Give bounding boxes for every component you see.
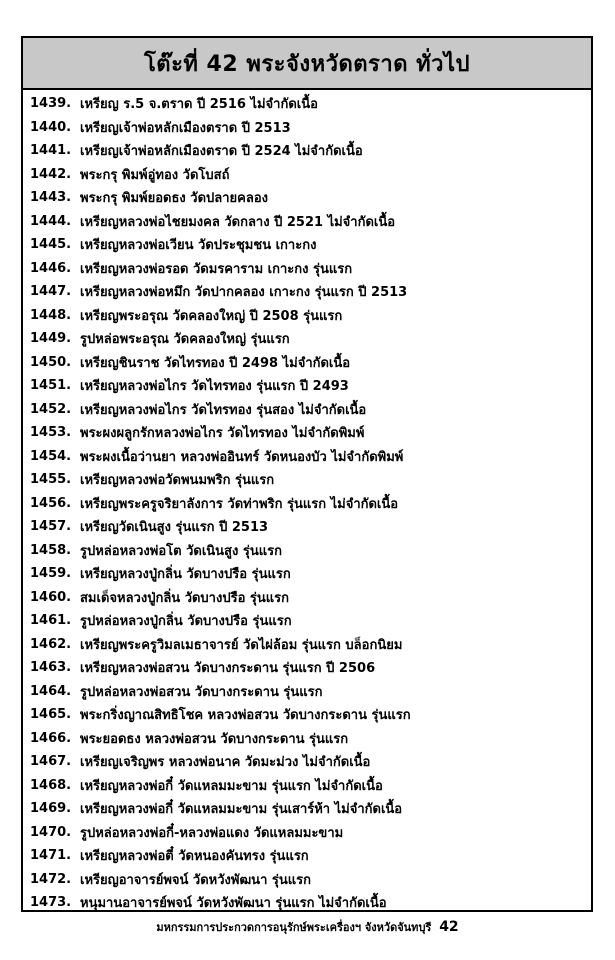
entry-text: เหรียญหลวงพ่อกี๋ วัดแหลมมะขาม รุ่นแรก ไม่จำกัดเนื้อ xyxy=(80,778,383,794)
list-item xyxy=(23,116,591,140)
entry-number: 1465. xyxy=(30,707,72,723)
list-item xyxy=(23,797,591,821)
entry-number: 1458. xyxy=(30,542,72,558)
list-item xyxy=(23,186,591,210)
entry-number: 1439. xyxy=(30,96,72,112)
list-item xyxy=(23,421,591,445)
entry-text: เหรียญหลวงพ่อไชยมงคล วัดกลาง ปี 2521 ไม่จำกัดเนื้อ xyxy=(80,214,396,230)
list-item xyxy=(23,586,591,610)
list-item xyxy=(23,468,591,492)
entry-text: เหรียญหลวงพ่อหมึก วัดปากคลอง เกาะกง รุ่นแรก ปี 2513 xyxy=(80,285,408,301)
list-item xyxy=(23,821,591,845)
list-item xyxy=(23,703,591,727)
entry-number: 1468. xyxy=(30,777,72,793)
list-item xyxy=(23,210,591,234)
entry-list xyxy=(23,90,591,915)
list-item xyxy=(23,727,591,751)
entry-text: เหรียญเจ้าพ่อหลักเมืองตราด ปี 2513 xyxy=(80,120,291,136)
entry-number: 1442. xyxy=(30,166,72,182)
entry-number: 1454. xyxy=(30,448,72,464)
entry-text: เหรียญพระอรุณ วัดคลองใหญ่ ปี 2508 รุ่นแรก xyxy=(80,308,343,324)
entry-text: รูปหล่อหลวงพ่อสวน วัดบางกระดาน รุ่นแรก xyxy=(80,684,323,700)
list-item xyxy=(23,233,591,257)
list-item xyxy=(23,280,591,304)
list-item xyxy=(23,562,591,586)
entry-text: เหรียญชินราช วัดไทรทอง ปี 2498 ไม่จำกัดเนื้อ xyxy=(80,355,351,371)
entry-text: พระกริ่งญาณสิทธิโชค หลวงพ่อสวน วัดบางกระดาน รุ่นแรก xyxy=(80,708,411,724)
list-item xyxy=(23,374,591,398)
list-item xyxy=(23,304,591,328)
entry-number: 1467. xyxy=(30,754,72,770)
entry-text: รูปหล่อหลวงปู่กลิ่น วัดบางปรือ รุ่นแรก xyxy=(80,614,292,630)
entry-text: พระกรุ พิมพ์อู่ทอง วัดโบสถ์ xyxy=(80,167,230,183)
entry-text: เหรียญเจริญพร หลวงพ่อนาค วัดมะม่วง ไม่จำกัดเนื้อ xyxy=(80,755,371,771)
entry-text: รูปหล่อหลวงพ่อโต วัดเนินสูง รุ่นแรก xyxy=(80,543,282,559)
entry-text: เหรียญหลวงปู่กลิ่น วัดบางปรือ รุ่นแรก xyxy=(80,567,291,583)
entry-number: 1472. xyxy=(30,871,72,887)
entry-number: 1459. xyxy=(30,566,72,582)
entry-number: 1446. xyxy=(30,260,72,276)
entry-number: 1457. xyxy=(30,519,72,535)
entry-text: พระผงเนื้อว่านยา หลวงพ่ออินทร์ วัดหนองบัว ไม่จำกัดพิมพ์ xyxy=(80,449,404,465)
footer-text: มหกรรมการประกวดการอนุรักษ์พระเครื่องฯ จังหวัดจันทบุรี xyxy=(156,921,432,934)
entry-text: เหรียญหลวงพ่อเวียน วัดประชุมชน เกาะกง xyxy=(80,238,317,254)
catalog-page-frame xyxy=(21,36,593,912)
entry-text: เหรียญหลวงพ่อวัดพนมพริก รุ่นแรก xyxy=(80,473,275,489)
entry-number: 1452. xyxy=(30,401,72,417)
list-item xyxy=(23,609,591,633)
list-item xyxy=(23,257,591,281)
entry-number: 1455. xyxy=(30,472,72,488)
list-item xyxy=(23,139,591,163)
entry-text: หนุมานอาจารย์พจน์ วัดหวังพัฒนา รุ่นแรก ไม่จำกัดเนื้อ xyxy=(80,896,387,912)
entry-number: 1450. xyxy=(30,354,72,370)
list-item xyxy=(23,750,591,774)
entry-number: 1441. xyxy=(30,143,72,159)
list-item xyxy=(23,515,591,539)
list-item xyxy=(23,539,591,563)
entry-number: 1444. xyxy=(30,213,72,229)
list-item xyxy=(23,680,591,704)
entry-number: 1456. xyxy=(30,495,72,511)
page-footer xyxy=(0,918,615,936)
entry-number: 1463. xyxy=(30,660,72,676)
entry-text: เหรียญเจ้าพ่อหลักเมืองตราด ปี 2524 ไม่จำกัดเนื้อ xyxy=(80,144,363,160)
entry-text: รูปหล่อหลวงพ่อกี๋-หลวงพ่อแดง วัดแหลมมะขาม xyxy=(80,825,344,841)
entry-number: 1453. xyxy=(30,425,72,441)
list-item xyxy=(23,868,591,892)
title-bar xyxy=(23,38,591,90)
page-title: โต๊ะที่ 42 พระจังหวัดตราด ทั่วไป xyxy=(143,51,471,77)
list-item xyxy=(23,398,591,422)
entry-number: 1469. xyxy=(30,801,72,817)
entry-text: เหรียญหลวงพ่อสวน วัดบางกระดาน รุ่นแรก ปี 2506 xyxy=(80,661,376,677)
entry-text: สมเด็จหลวงปู่กลิ่น วัดบางปรือ รุ่นแรก xyxy=(80,590,290,606)
entry-text: พระกรุ พิมพ์ยอดธง วัดปลายคลอง xyxy=(80,191,268,207)
list-item xyxy=(23,351,591,375)
list-item xyxy=(23,163,591,187)
list-item xyxy=(23,774,591,798)
entry-text: เหรียญหลวงพ่อไกร วัดไทรทอง รุ่นสอง ไม่จำกัดเนื้อ xyxy=(80,402,367,418)
entry-number: 1462. xyxy=(30,636,72,652)
entry-number: 1448. xyxy=(30,307,72,323)
list-item xyxy=(23,656,591,680)
entry-number: 1440. xyxy=(30,119,72,135)
entry-number: 1447. xyxy=(30,284,72,300)
entry-text: รูปหล่อพระอรุณ วัดคลองใหญ่ รุ่นแรก xyxy=(80,332,290,348)
entry-number: 1461. xyxy=(30,613,72,629)
list-item xyxy=(23,633,591,657)
entry-number: 1470. xyxy=(30,824,72,840)
page-number: 42 xyxy=(439,919,459,935)
entry-number: 1449. xyxy=(30,331,72,347)
list-item xyxy=(23,844,591,868)
list-item xyxy=(23,92,591,116)
entry-number: 1445. xyxy=(30,237,72,253)
entry-text: เหรียญอาจารย์พจน์ วัดหวังพัฒนา รุ่นแรก xyxy=(80,872,311,888)
entry-number: 1473. xyxy=(30,895,72,911)
list-item xyxy=(23,327,591,351)
entry-number: 1464. xyxy=(30,683,72,699)
entry-text: เหรียญพระครูจริยาลังการ วัดท่าพริก รุ่นแรก ไม่จำกัดเนื้อ xyxy=(80,496,399,512)
entry-number: 1443. xyxy=(30,190,72,206)
entry-text: เหรียญพระครูวิมลเมธาจารย์ วัดไผ่ล้อม รุ่นแรก บล็อกนิยม xyxy=(80,637,403,653)
entry-text: เหรียญหลวงพ่อไกร วัดไทรทอง รุ่นแรก ปี 2493 xyxy=(80,379,349,395)
entry-text: เหรียญหลวงพ่อรอด วัดมรคาราม เกาะกง รุ่นแรก xyxy=(80,261,353,277)
entry-text: เหรียญ ร.5 จ.ตราด ปี 2516 ไม่จำกัดเนื้อ xyxy=(80,97,318,113)
list-item xyxy=(23,891,591,915)
entry-number: 1471. xyxy=(30,848,72,864)
entry-number: 1451. xyxy=(30,378,72,394)
entry-number: 1466. xyxy=(30,730,72,746)
entry-text: พระยอดธง หลวงพ่อสวน วัดบางกระดาน รุ่นแรก xyxy=(80,731,349,747)
list-item xyxy=(23,445,591,469)
entry-text: พระผงผลูกรักหลวงพ่อไกร วัดไทรทอง ไม่จำกัดพิมพ์ xyxy=(80,426,365,442)
entry-text: เหรียญวัดเนินสูง รุ่นแรก ปี 2513 xyxy=(80,520,269,536)
list-item xyxy=(23,492,591,516)
entry-text: เหรียญหลวงพ่อตี๋ วัดหนองคันทรง รุ่นแรก xyxy=(80,849,309,865)
entry-number: 1460. xyxy=(30,589,72,605)
entry-text: เหรียญหลวงพ่อกี๋ วัดแหลมมะขาม รุ่นเสาร์ห้า ไม่จำกัดเนื้อ xyxy=(80,802,403,818)
